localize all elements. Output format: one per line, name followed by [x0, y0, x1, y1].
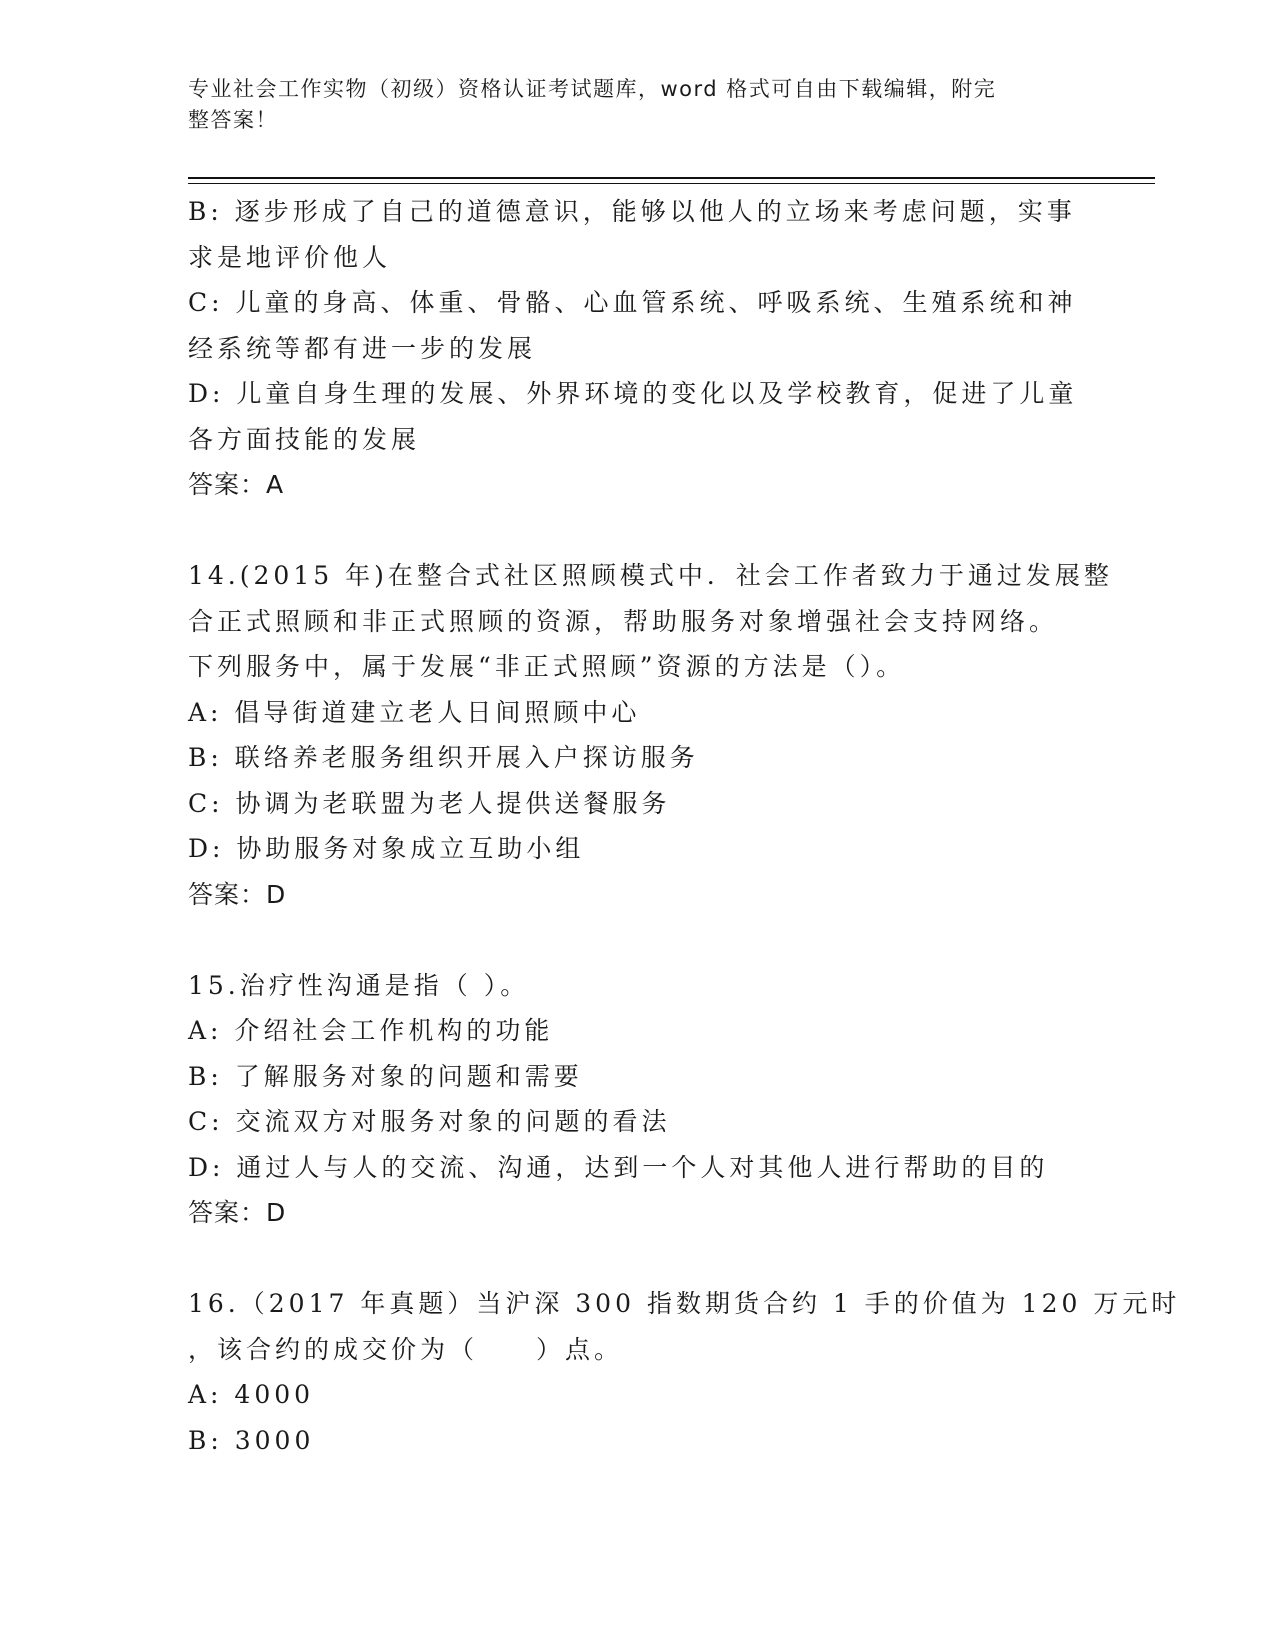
spacer	[188, 1236, 1088, 1282]
q16-stem-line-1: 16.（2017 年真题）当沪深 300 指数期货合约 1 手的价值为 120 万元时	[188, 1289, 1181, 1318]
q15-option-a: A: 介绍社会工作机构的功能	[188, 1016, 554, 1045]
document-header	[188, 74, 1068, 136]
q15-stem: 15.治疗性沟通是指（ ）。	[188, 970, 530, 1000]
q14-stem-line-1: 14.(2015 年)在整合式社区照顾模式中．社会工作者致力于通过发展整	[188, 561, 1113, 590]
question-15	[188, 963, 1088, 1236]
q15-option-b: B: 了解服务对象的问题和需要	[188, 1061, 583, 1091]
spacer	[188, 508, 1088, 554]
q14-option-d: D: 协助服务对象成立互助小组	[188, 834, 585, 863]
q14-stem-line-2: 合正式照顾和非正式照顾的资源，帮助服务对象增强社会支持网络。	[188, 606, 1059, 636]
q13-option-b-line-2: 求是地评价他人	[188, 242, 392, 272]
spacer	[188, 917, 1088, 963]
header-divider-thin	[188, 183, 1155, 184]
q13-option-d-line-2: 各方面技能的发展	[188, 424, 421, 454]
question-16	[188, 1281, 1181, 1463]
q14-option-a: A: 倡导街道建立老人日间照顾中心	[188, 697, 641, 727]
q16-option-b: B: 3000	[188, 1425, 315, 1455]
q14-answer: 答案：D	[188, 879, 287, 909]
document-body	[188, 189, 1181, 1463]
header-line-1: 专业社会工作实物（初级）资格认证考试题库，word 格式可自由下载编辑，附完	[188, 77, 997, 101]
header-line-2: 整答案！	[188, 108, 278, 132]
header-divider-thick	[188, 177, 1155, 179]
q14-option-c: C: 协调为老联盟为老人提供送餐服务	[188, 788, 671, 818]
q13-answer: 答案：A	[188, 470, 285, 499]
q16-stem-line-2: ，该合约的成交价为（ ）点。	[188, 1334, 624, 1364]
q15-answer: 答案：D	[188, 1198, 287, 1227]
question-14	[188, 553, 1113, 917]
q13-option-d-line-1: D: 儿童自身生理的发展、外界环境的变化以及学校教育，促进了儿童	[188, 379, 1078, 408]
question-13-tail	[188, 189, 1088, 508]
q13-option-b-line-1: B: 逐步形成了自己的道德意识，能够以他人的立场来考虑问题，实事	[188, 197, 1076, 226]
q13-option-c-line-1: C: 儿童的身高、体重、骨骼、心血管系统、呼吸系统、生殖系统和神	[188, 288, 1077, 317]
q15-option-d: D: 通过人与人的交流、沟通，达到一个人对其他人进行帮助的目的	[188, 1152, 1049, 1182]
q13-option-c-line-2: 经系统等都有进一步的发展	[188, 333, 537, 363]
q16-option-a: A: 4000	[188, 1380, 315, 1409]
q14-option-b: B: 联络养老服务组织开展入户探访服务	[188, 743, 699, 772]
q15-option-c: C: 交流双方对服务对象的问题的看法	[188, 1107, 671, 1136]
q14-stem-line-3: 下列服务中，属于发展“非正式照顾”资源的方法是（）。	[188, 652, 906, 681]
